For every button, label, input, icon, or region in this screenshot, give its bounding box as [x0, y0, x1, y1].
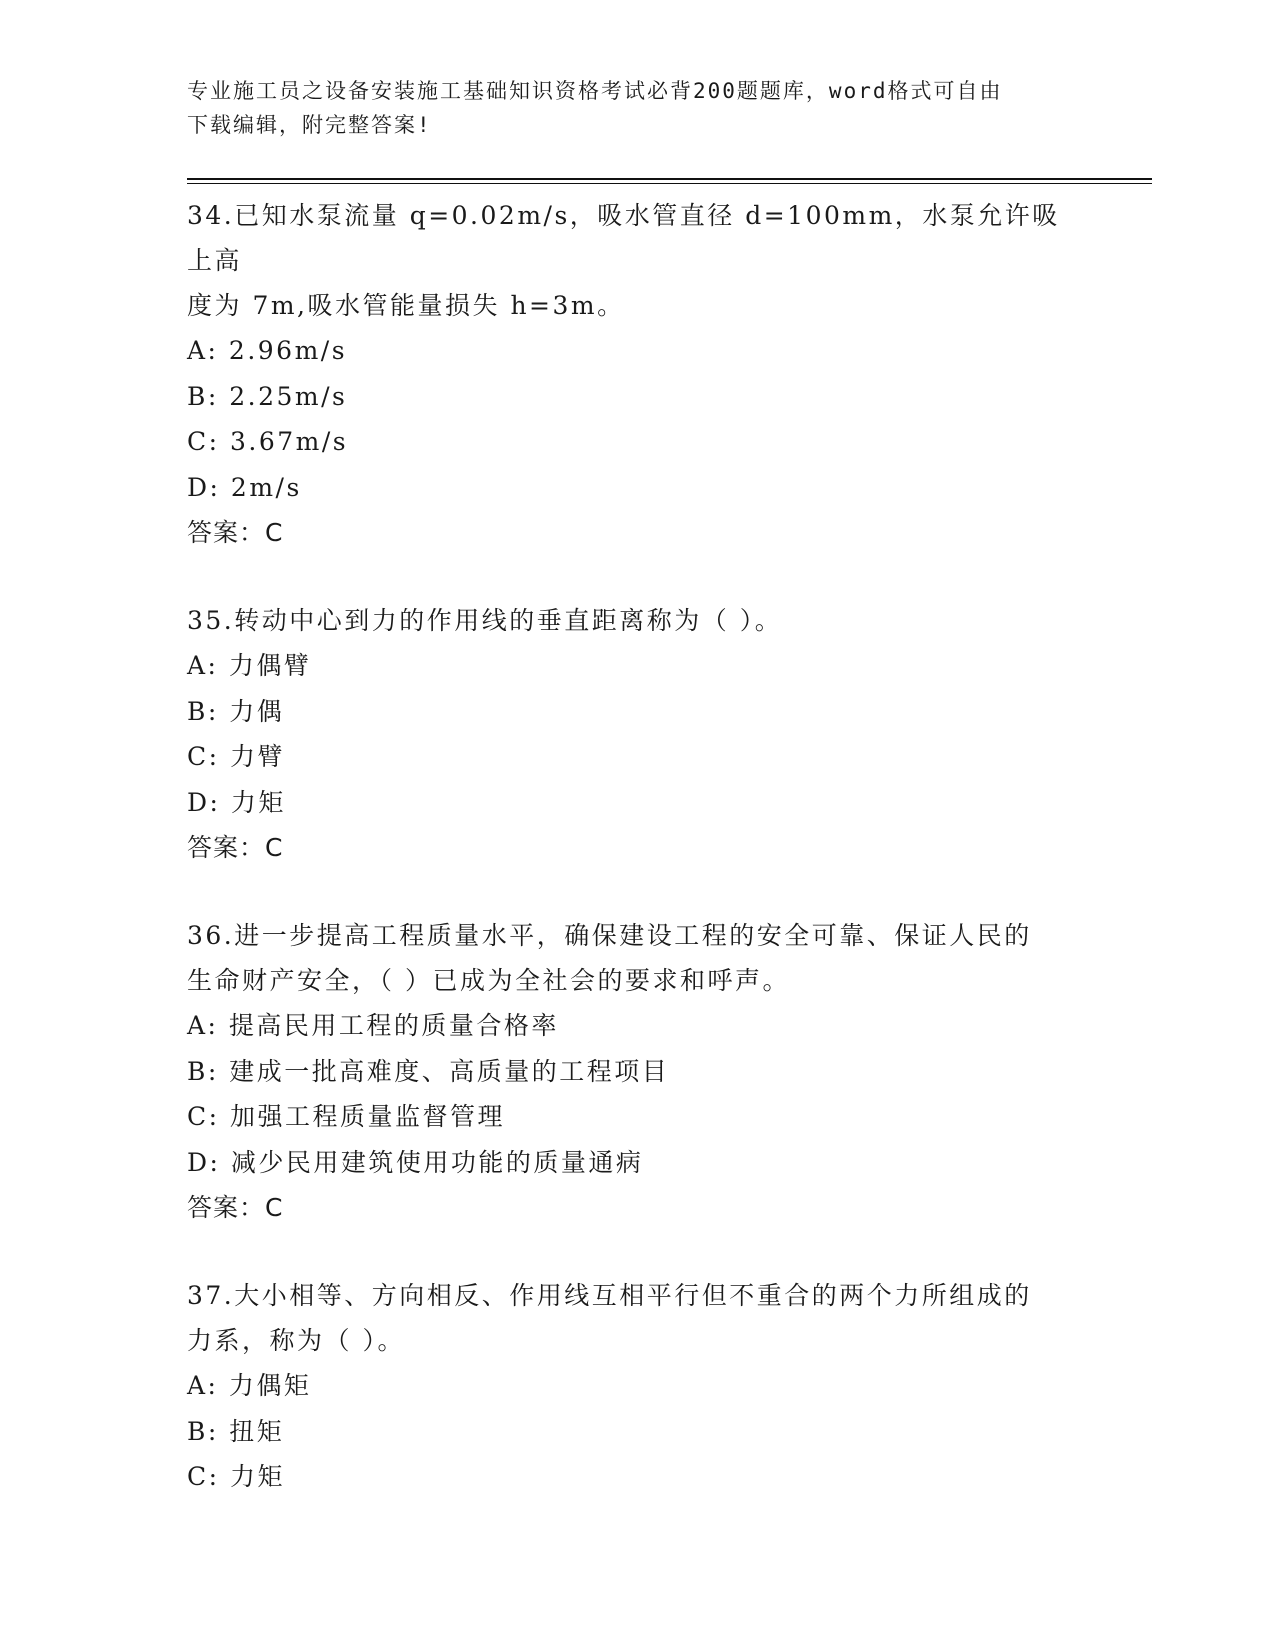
option-c: C: 力臂: [187, 742, 285, 771]
question-list: [187, 193, 1087, 1543]
header-divider-thin: [187, 183, 1152, 184]
header-divider-thick: [187, 178, 1152, 180]
answer-line: 答案：C: [187, 518, 284, 547]
question-36: [187, 913, 1087, 1230]
document-header: [187, 74, 1087, 142]
question-text-line: 37.大小相等、方向相反、作用线互相平行但不重合的两个力所组成的: [187, 1281, 1032, 1310]
header-line-1: 专业施工员之设备安装施工基础知识资格考试必背200题题库，word格式可自由: [187, 79, 1003, 103]
option-a: A: 力偶臂: [187, 651, 312, 680]
question-text-line: 35.转动中心到力的作用线的垂直距离称为（ ）。: [187, 606, 783, 635]
answer-line: 答案：C: [187, 833, 284, 862]
question-text-line: 34.已知水泵流量 q=0.02m/s，吸水管直径 d=100mm，水泵允许吸上高: [187, 201, 1060, 275]
option-b: B: 扭矩: [187, 1416, 285, 1446]
question-text-line: 生命财产安全，（ ）已成为全社会的要求和呼声。: [187, 966, 790, 995]
option-c: C: 加强工程质量监督管理: [187, 1102, 505, 1131]
question-text-line: 力系，称为（ ）。: [187, 1326, 405, 1355]
question-35: [187, 598, 1087, 870]
header-line-2: 下载编辑，附完整答案!: [187, 113, 432, 137]
option-c: C: 力矩: [187, 1462, 285, 1491]
option-b: B: 力偶: [187, 696, 285, 726]
question-37: [187, 1273, 1087, 1500]
option-a: A: 力偶矩: [187, 1371, 312, 1400]
option-d: D: 2m/s: [187, 472, 302, 502]
answer-line: 答案：C: [187, 1193, 284, 1222]
option-d: D: 减少民用建筑使用功能的质量通病: [187, 1147, 644, 1177]
option-c: C: 3.67m/s: [187, 427, 349, 456]
option-d: D: 力矩: [187, 787, 286, 817]
question-text-line: 度为 7m,吸水管能量损失 h=3m。: [187, 291, 625, 320]
option-a: A: 2.96m/s: [187, 336, 348, 365]
option-a: A: 提高民用工程的质量合格率: [187, 1011, 559, 1040]
question-text-line: 36.进一步提高工程质量水平，确保建设工程的安全可靠、保证人民的: [187, 921, 1032, 950]
option-b: B: 建成一批高难度、高质量的工程项目: [187, 1056, 670, 1086]
question-34: [187, 193, 1087, 555]
option-b: B: 2.25m/s: [187, 381, 348, 411]
